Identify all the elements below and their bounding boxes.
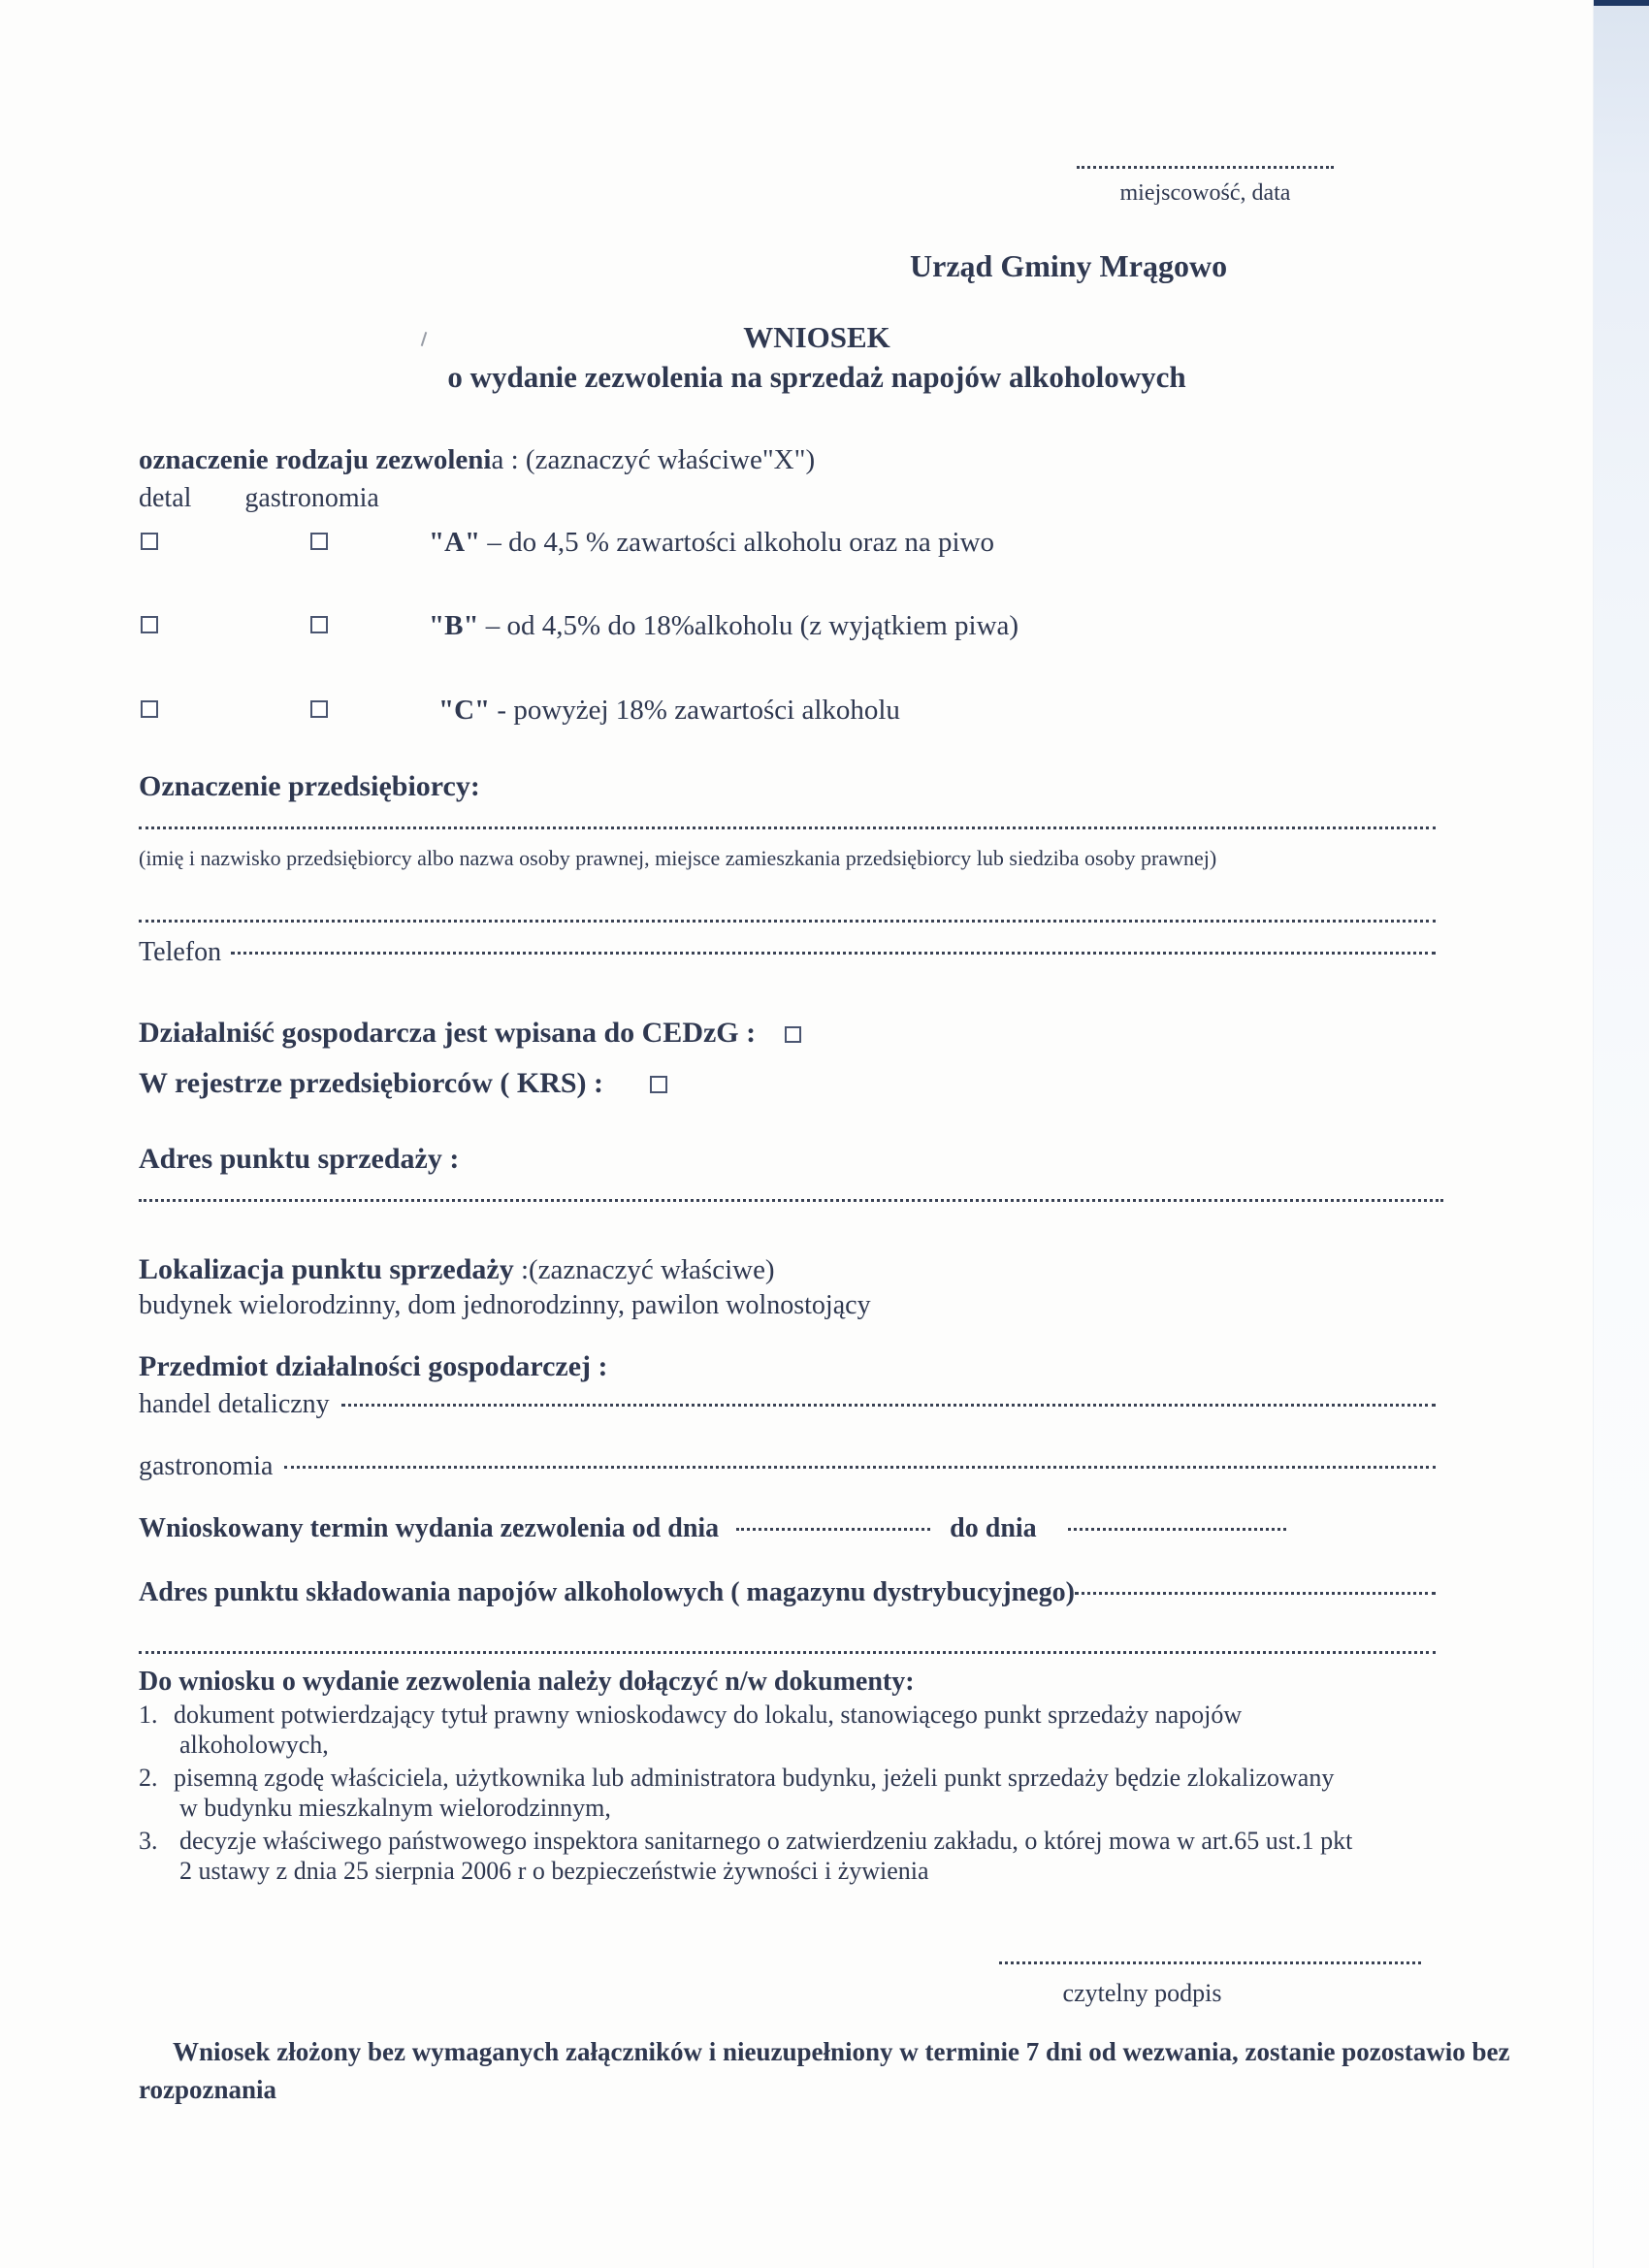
checkbox-gastronomia-c[interactable]	[310, 700, 328, 718]
permit-row-a-label	[429, 527, 994, 559]
storage-fill-line[interactable]	[1075, 1592, 1436, 1595]
retail-row	[139, 1389, 1436, 1420]
attachment-1-number: 1.	[139, 1701, 158, 1729]
retail-fill-line[interactable]	[341, 1404, 1436, 1407]
phone-label: Telefon	[139, 937, 222, 967]
checkbox-gastronomia-a[interactable]	[310, 533, 328, 550]
phone-fill-line[interactable]	[231, 952, 1436, 955]
attachment-1-line1: dokument potwierdzający tytuł prawny wnioskodawcy do lokalu, stanowiącego punkt sprzedaży napojów	[174, 1701, 1243, 1729]
attachment-2-line2: w budynku mieszkalnym wielorodzinnym,	[179, 1794, 611, 1822]
checkbox-gastronomia-b[interactable]	[310, 616, 328, 633]
permit-row-b-label	[429, 610, 1018, 642]
column-detal-label: detal	[139, 483, 192, 513]
attachment-item-1	[139, 1700, 1526, 1760]
attachment-2-line1: pisemną zgodę właściciela, użytkownika lub administratora budynku, jeżeli punkt sprzedaży będzie zlokalizowany	[174, 1764, 1335, 1792]
place-date-label: miejscowość, data	[1119, 180, 1291, 206]
office-name: Urząd Gminy Mrągowo	[910, 248, 1228, 283]
permit-desc-a: – do 4,5 % zawartości alkoholu oraz na piwo	[480, 527, 995, 558]
permit-row-c	[0, 695, 1649, 728]
storage-label: Adres punktu składowania napojów alkoholowych ( magazynu dystrybucyjnego)	[139, 1577, 1075, 1607]
attachment-1-line2: alkoholowych,	[179, 1731, 329, 1759]
permit-type-heading	[139, 444, 815, 476]
checkbox-cedzg[interactable]	[785, 1026, 801, 1043]
permit-type-heading-bold: oznaczenie rodzaju zezwoleni	[139, 444, 492, 475]
term-to-fill-line[interactable]	[1068, 1528, 1286, 1531]
business-heading: Przedmiot działalności gospodarczej :	[139, 1350, 608, 1382]
gastronomy-label: gastronomia	[139, 1451, 274, 1481]
permit-row-a	[0, 527, 1649, 560]
attachment-3-number: 3.	[139, 1827, 158, 1855]
attachment-3-line2: 2 ustawy z dnia 25 sierpnia 2006 r o bezpieczeństwie żywności i żywienia	[179, 1857, 929, 1885]
permit-desc-b: – od 4,5% do 18%alkoholu (z wyjątkiem piwa)	[478, 610, 1019, 641]
scan-edge-topbar	[1594, 0, 1649, 6]
cedzg-row	[139, 1017, 801, 1050]
form-title	[0, 320, 1633, 395]
term-from-fill-line[interactable]	[736, 1528, 930, 1531]
form-title-line2: o wydanie zezwolenia na sprzedaż napojów alkoholowych	[447, 360, 1186, 394]
permit-row-b	[0, 610, 1649, 643]
storage-fill-line-2[interactable]	[139, 1634, 1436, 1654]
checkbox-detal-a[interactable]	[141, 533, 158, 550]
gastronomy-row	[139, 1451, 1436, 1482]
permit-type-heading-rest: a : (zaznaczyć właściwe"X")	[491, 444, 816, 475]
term-to-label: do dnia	[950, 1513, 1037, 1543]
column-gastronomia-label: gastronomia	[244, 483, 379, 513]
checkbox-detal-c[interactable]	[141, 700, 158, 718]
attachment-2-number: 2.	[139, 1764, 158, 1792]
signature-label: czytelny podpis	[1062, 1979, 1222, 2007]
permit-row-c-label	[438, 695, 900, 727]
permit-desc-c: - powyżej 18% zawartości alkoholu	[490, 695, 900, 726]
permit-type-columns	[139, 483, 379, 514]
gastronomy-fill-line[interactable]	[284, 1466, 1436, 1469]
location-heading	[139, 1253, 775, 1286]
krs-label: W rejestrze przedsiębiorców ( KRS) :	[139, 1067, 604, 1099]
sale-address-fill-line[interactable]	[139, 1182, 1443, 1202]
permit-code-a: "A"	[429, 527, 481, 558]
location-heading-rest: :(zaznaczyć właściwe)	[513, 1254, 775, 1285]
entrepreneur-fill-line-1[interactable]	[139, 809, 1436, 829]
checkbox-detal-b[interactable]	[141, 616, 158, 633]
retail-label: handel detaliczny	[139, 1389, 330, 1419]
term-label: Wnioskowany termin wydania zezwolenia od dnia	[139, 1513, 720, 1543]
attachments-heading: Do wniosku o wydanie zezwolenia należy dołączyć n/w dokumenty:	[139, 1667, 915, 1697]
attachments-list	[139, 1700, 1526, 1889]
footer-note-line2: rozpoznania	[139, 2075, 277, 2104]
term-row	[139, 1513, 1436, 1544]
attachment-3-line1: decyzje właściwego państwowego inspektora sanitarnego o zatwierdzeniu zakładu, o której mowa w art.65 ust.1 pkt	[179, 1827, 1353, 1855]
entrepreneur-hint: (imię i nazwisko przedsiębiorcy albo nazwa osoby prawnej, miejsce zamieszkania przedsiębiorcy lub siedziba osoby prawnej)	[139, 846, 1217, 870]
entrepreneur-fill-line-2[interactable]	[139, 902, 1436, 923]
cedzg-label: Działalniść gospodarcza jest wpisana do CEDzG :	[139, 1017, 757, 1049]
location-heading-bold: Lokalizacja punktu sprzedaży	[139, 1253, 514, 1285]
checkbox-krs[interactable]	[650, 1076, 667, 1093]
sale-address-heading: Adres punktu sprzedaży :	[139, 1143, 460, 1175]
location-options: budynek wielorodzinny, dom jednorodzinny, pawilon wolnostojący	[139, 1290, 871, 1320]
permit-code-b: "B"	[429, 610, 479, 641]
place-date-fill-line[interactable]	[1077, 150, 1334, 169]
attachment-item-2	[139, 1763, 1526, 1823]
signature-fill-line[interactable]	[999, 1946, 1421, 1964]
attachment-item-3	[139, 1826, 1526, 1886]
entrepreneur-heading: Oznaczenie przedsiębiorcy:	[139, 770, 480, 802]
footer-note-line1: Wniosek złożony bez wymaganych załączników i nieuzupełniony w terminie 7 dni od wezwania, zostanie pozostawio bez	[173, 2037, 1510, 2066]
permit-code-c: "C"	[438, 695, 491, 726]
krs-row	[139, 1067, 667, 1100]
form-title-line1: WNIOSEK	[743, 320, 890, 354]
storage-row	[139, 1577, 1436, 1608]
phone-row	[139, 937, 1436, 968]
